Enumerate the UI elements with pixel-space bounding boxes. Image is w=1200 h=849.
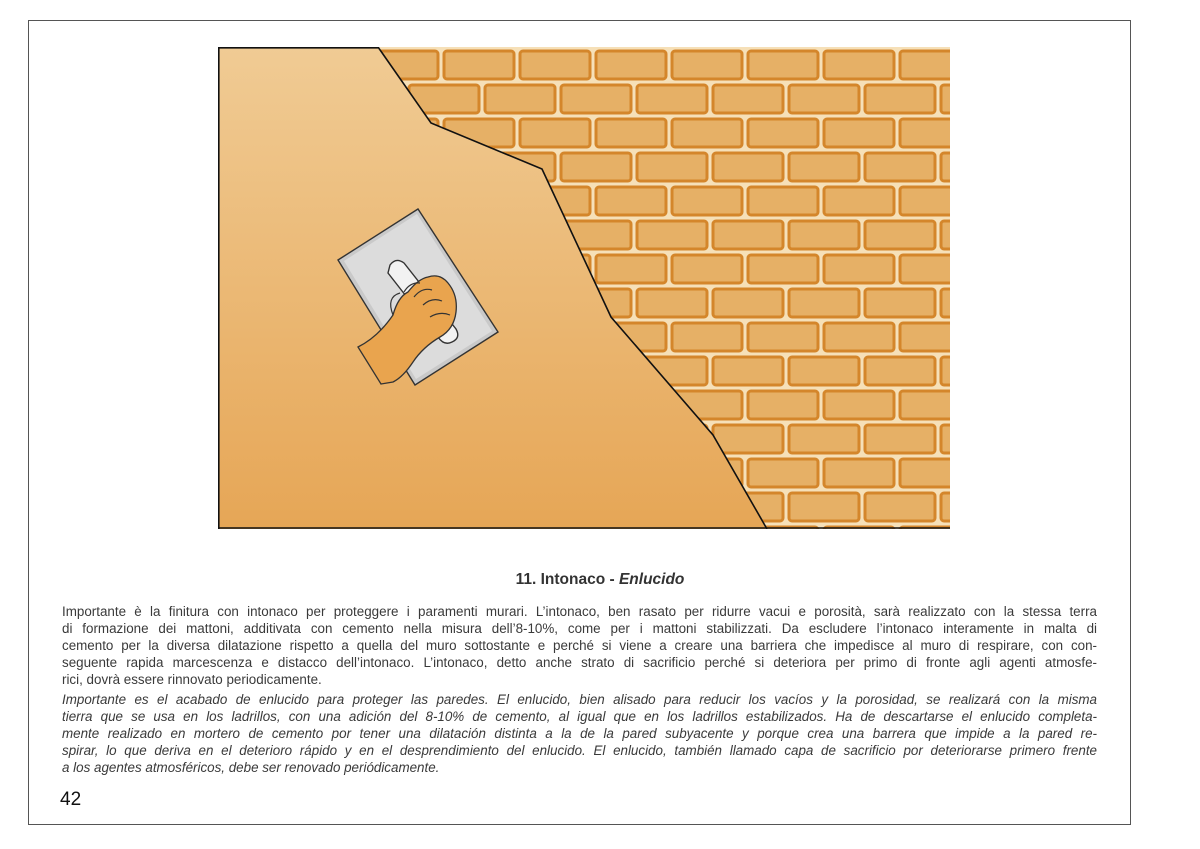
paragraph-italian — [62, 603, 1097, 688]
brick — [713, 289, 783, 317]
brick — [865, 425, 935, 453]
brick — [748, 459, 818, 487]
brick — [444, 51, 514, 79]
brick — [713, 85, 783, 113]
brick — [748, 255, 818, 283]
brick — [637, 85, 707, 113]
brick — [900, 459, 950, 487]
brick — [789, 493, 859, 521]
brick — [900, 51, 950, 79]
brick — [941, 153, 950, 181]
brick — [672, 255, 742, 283]
brick — [900, 391, 950, 419]
brick — [900, 255, 950, 283]
brick — [824, 391, 894, 419]
text-line: Importante es el acabado de enlucido para proteger las paredes. El enlucido, bien alisado para reducir los vacíos y la porosidad, se realizará con la misma — [62, 692, 1097, 707]
brick — [824, 459, 894, 487]
text-line: tierra que se usa en los ladrillos, con una adición del 8-10% de cemento, al igual que en los ladrillos estabilizados. Ha de descartarse el enlucido completa- — [62, 709, 1097, 724]
brick — [941, 221, 950, 249]
brick — [865, 493, 935, 521]
brick — [748, 391, 818, 419]
brick — [865, 289, 935, 317]
brick — [900, 323, 950, 351]
brick — [748, 323, 818, 351]
text-line: cemento per la diversa dilatazione rispetto a quella del muro sottostante e perché si viene a creare una barriera che impedisce al muro di respirare, con con- — [62, 638, 1097, 653]
brick — [748, 187, 818, 215]
paragraph-spanish — [62, 691, 1097, 776]
brick — [941, 493, 950, 521]
brick — [672, 51, 742, 79]
brick — [748, 119, 818, 147]
brick — [789, 289, 859, 317]
page-number: 42 — [60, 789, 82, 810]
brick — [637, 153, 707, 181]
brick — [941, 357, 950, 385]
brick — [637, 221, 707, 249]
brick — [561, 85, 631, 113]
brick — [672, 119, 742, 147]
plastering-illustration — [218, 47, 950, 529]
brick — [865, 85, 935, 113]
brick — [561, 153, 631, 181]
brick — [824, 119, 894, 147]
text-line: seguente rapida marcescenza e distacco dell’intonaco. L’intonaco, detto anche strato di sacrificio perché si deteriora per primo di fronte agli agenti atmosfe- — [62, 655, 1097, 670]
brick — [596, 187, 666, 215]
brick — [713, 357, 783, 385]
brick — [824, 187, 894, 215]
text-line: spirar, lo que deriva en el deterioro rápido y en el desprendimiento del enlucido. El enlucido, también llamado capa de sacrificio por deteriorarse primero frente — [62, 743, 1097, 758]
brick — [900, 119, 950, 147]
text-line: rici, dovrà essere rinnovato periodicamente. — [62, 672, 322, 687]
brick — [789, 153, 859, 181]
brick — [713, 221, 783, 249]
brick — [713, 425, 783, 453]
text-line: mente realizado en mortero de cemento por tener una dilatación distinta a la de la pared subyacente y porque crea una barrera que impide a la pared re- — [62, 726, 1097, 741]
brick — [789, 85, 859, 113]
brick — [789, 357, 859, 385]
text-line: di formazione dei mattoni, additivata con cemento nella misura dell’8-10%, come per i mattoni stabilizzati. Da escludere l’intonaco interamente in malta di — [62, 621, 1097, 636]
brick — [900, 187, 950, 215]
brick — [941, 289, 950, 317]
brick — [713, 153, 783, 181]
brick — [596, 255, 666, 283]
brick — [596, 51, 666, 79]
brick — [824, 51, 894, 79]
figure-caption — [0, 571, 1200, 589]
brick — [865, 221, 935, 249]
caption-spanish-title: Enlucido — [618, 571, 685, 588]
brick — [637, 289, 707, 317]
brick — [520, 119, 590, 147]
brick — [672, 323, 742, 351]
brick — [789, 425, 859, 453]
text-line: a los agentes atmosféricos, debe ser renovado periódicamente. — [62, 760, 440, 775]
brick — [941, 85, 950, 113]
brick — [865, 153, 935, 181]
brick — [824, 255, 894, 283]
brick — [748, 51, 818, 79]
brick — [789, 221, 859, 249]
text-line: Importante è la finitura con intonaco per proteggere i paramenti murari. L’intonaco, ben rasato per ridurre vacui e porosità, sarà realizzato con la stessa terra — [62, 604, 1097, 619]
caption-number-title: 11. Intonaco - — [515, 571, 619, 588]
brick — [520, 51, 590, 79]
brick — [596, 119, 666, 147]
brick — [485, 85, 555, 113]
brick — [941, 425, 950, 453]
brick — [824, 323, 894, 351]
brick — [672, 187, 742, 215]
brick — [865, 357, 935, 385]
